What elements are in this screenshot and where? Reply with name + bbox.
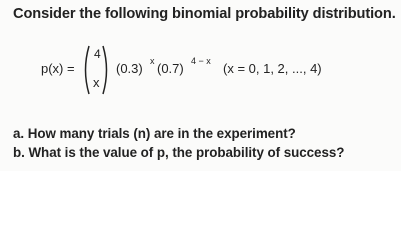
formula-domain: (x = 0, 1, 2, ..., 4) bbox=[223, 61, 322, 76]
formula-lhs: p(x) = bbox=[41, 61, 75, 76]
failure-exponent: 4 − x bbox=[191, 56, 211, 66]
question-a: a. How many trials (n) are in the experiment? bbox=[13, 126, 296, 141]
question-b: b. What is the value of p, the probability of success? bbox=[13, 145, 345, 160]
intro-text: Consider the following binomial probability distribution. bbox=[13, 6, 396, 22]
binomial-n: 4 bbox=[94, 47, 101, 61]
success-probability-term: (0.3) bbox=[116, 61, 143, 76]
failure-probability-term: (0.7) bbox=[157, 61, 184, 76]
success-exponent: x bbox=[150, 56, 155, 66]
binomial-k: x bbox=[93, 75, 100, 90]
binomial-coefficient bbox=[81, 44, 111, 96]
